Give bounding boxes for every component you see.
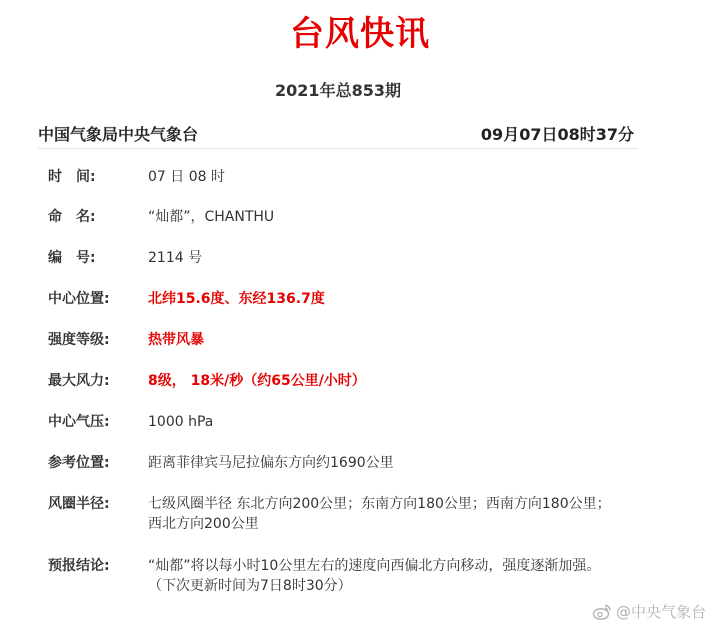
field-pressure-label: 中心气压: [48,414,110,430]
field-intensity-value: 热带风暴 [148,332,204,348]
issue-number: 2021年总853期 [275,81,401,100]
field-max-wind-value: 8级， 18米/秒（约65公里/小时） [148,373,366,389]
bulletin-header [38,122,638,149]
field-center-label: 中心位置: [48,291,110,307]
weibo-icon [592,602,612,622]
field-radius-label: 风圈半径: [48,496,110,512]
issued-time: 09月07日08时37分 [480,125,634,144]
field-radius-value: 七级风圈半径 东北方向200公里；东南方向180公里；西南方向180公里；西北方向200公里 [148,496,611,532]
weibo-watermark [592,601,706,622]
field-pressure-value: 1000 hPa [148,414,214,430]
field-forecast-value: “灿都”将以每小时10公里左右的速度向西偏北方向移动，强度逐渐加强。 [148,558,601,574]
field-name-label: 命 名: [48,209,96,225]
field-time-value: 07 日 08 时 [148,169,225,185]
agency-name: 中国气象局中央气象台 [38,125,199,144]
field-forecast-note: （下次更新时间为7日8时30分） [148,578,352,594]
field-number-value: 2114 号 [148,250,203,266]
field-intensity-label: 强度等级: [48,332,110,348]
field-forecast-body [148,556,618,596]
field-reference-label: 参考位置: [48,455,110,471]
field-reference-value: 距离菲律宾马尼拉偏东方向约1690公里 [148,455,394,471]
page-title: 台风快讯 [290,14,430,54]
field-time-label: 时 间: [48,169,96,185]
field-number-label: 编 号: [48,250,96,266]
watermark-text: @中央气象台 [615,603,706,621]
field-max-wind-label: 最大风力: [48,373,110,389]
field-forecast-label: 预报结论: [48,558,110,574]
field-name-value: “灿都”，CHANTHU [148,209,275,225]
field-center-value: 北纬15.6度、东经136.7度 [148,291,325,307]
